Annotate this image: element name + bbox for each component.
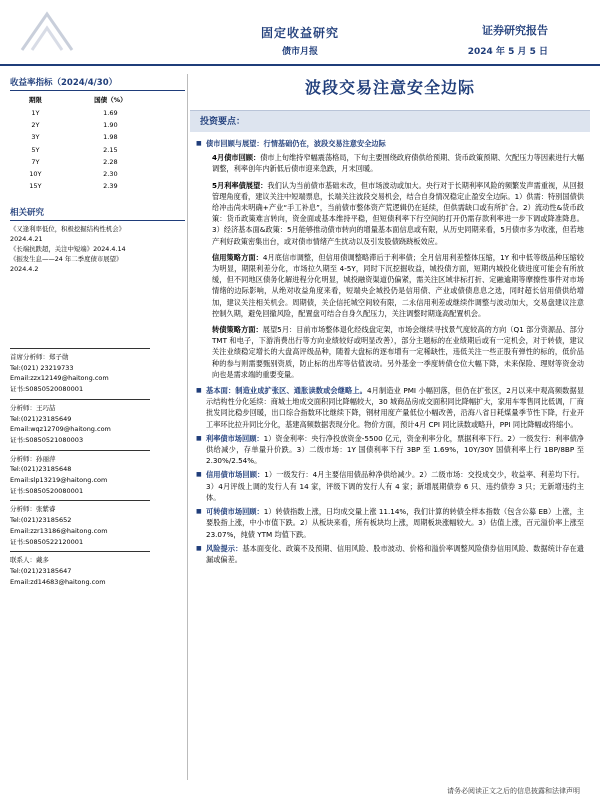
analyst-tel: Tel:(021)23185647: [10, 566, 72, 575]
summary-bullet: [196, 543, 584, 565]
bullet-heading: 可转债市场回顾：: [206, 507, 264, 517]
report-header: [0, 0, 600, 68]
analyst-name: 首席分析师：郑子勋: [10, 353, 69, 361]
related-research-title: 相关研究: [10, 206, 185, 221]
table-row: [14, 180, 164, 192]
analyst-name: 分析师：张紫睿: [10, 505, 56, 514]
term-cell: 5Y: [31, 145, 40, 154]
report-subtitle: 债市月报: [281, 47, 318, 57]
analyst-name: 分析师：王巧喆: [10, 403, 56, 412]
yield-cell: 1.69: [103, 109, 118, 118]
yield-table-title: 收益率指标（2024/4/30）: [10, 76, 185, 91]
yield-cell: 2.39: [103, 182, 118, 191]
analyst-cert: 证书:S0850520080001: [10, 486, 84, 495]
related-report-link[interactable]: 《长端抗跌超，关注中短端》2024.4.14: [10, 245, 126, 254]
report-date: 2024 年 5 月 5 日: [467, 47, 548, 57]
main-content: [190, 76, 590, 568]
bullet-text: 基本面变化、政策不及预期、信用风险、股市波动、价格和溢价率调整风险债券信用风险、数据统计存在遗漏或偏差。: [206, 543, 584, 564]
table-row: [14, 119, 164, 131]
report-type: 证券研究报告: [482, 24, 548, 37]
analyst-tel: Tel:(021)23185648: [10, 465, 72, 474]
analyst-tel: Tel:(021)23185652: [10, 516, 72, 525]
table-row: [14, 168, 164, 180]
sidebar: [10, 76, 185, 274]
bullet-heading: 债市回顾与展望：行情基础仍在，波段交易注意安全边际: [206, 139, 386, 148]
related-report-link[interactable]: 《振发生息——24 年二季度债市展望》: [10, 255, 123, 264]
analyst-card: [10, 399, 150, 446]
related-report-date: 2024.4.21: [10, 235, 43, 244]
yield-cell: 2.15: [103, 145, 118, 154]
analyst-name: 分析师：孙丽萍: [10, 454, 56, 463]
analyst-name: 联系人：戴多: [10, 556, 49, 565]
analyst-card: [10, 450, 150, 497]
paragraph-text: 我们认为当前债市基础未改，但市场波动或加大。央行对于长期利率风险的频繁发声需重视，从回报管理角度看，建议关注中短端票息，长端关注波段交易机会，结合自身情况稳定止盈安全边际。1）供需：特别国债供给冲击尚未明确+产业“手工补息”，当前债市整体资产荒逻辑仍在延续，但供需缺口或有所扩合。2）流动性&货币政策：货币政策难言转向，资金面或基本维持平稳，但短债利率下行空间的打开仍需存款利率进一步下调或降准降息。3）经济基本面&政策：5月能够推动债市转向的增量基本面信息或有限，从历史同期来看，5月债市多为收涨，但若地产利好政策密集出台，或对债市情绪产生扰动以及引发股债跷跷板效应。: [212, 180, 584, 246]
analyst-email[interactable]: Email:wqz12709@haitong.com: [10, 425, 111, 434]
paragraph: [212, 324, 584, 380]
table-row: [14, 156, 164, 168]
report-title: 波段交易注意安全边际: [304, 78, 475, 97]
yield-table-header: 国债（%）: [94, 96, 127, 104]
bullet-text: 4月制造业 PMI 小幅回落，但仍在扩张区，2月以来中观高频数据显示结构性分化延续：商城土地成交面积同比降幅较大，30 城商品房成交面积同比降幅扩大，家用车零售同比低调，厂商批发同比稳步回暖，出口综合指数环比继续下降，钢材用度产量低位小幅改善，沿海八省日耗煤量季节性下降，行业开工率环比拉升同比分化，基建高频数据表现分化。物价方面，预计4月 CPI 同比读数或略升，PPI 同比降幅或将缩小。: [206, 386, 584, 429]
summary-bullet: [196, 506, 584, 540]
header-divider: [0, 64, 600, 66]
paragraph-text: 4月底信市调整，但信用债调整略滞后于利率债；全月信用利差整体压缩，1Y 和中低等级品种压缩较为明显，期限利差分化，市场拉久期至 4-5Y，同时下沉挖掘收益，城投债方面，短期内城投化债进度可能会有所放缓，但不同地区债务化解进程分化明显，城投融资渠道仍偏紧，需关注区域非标打折、定融逾期等摩擦性事件对市场情绪的边际影响，从绝对收益角度来看，短端央企城投仍是信用债、产业或债债息息之选，同时超长信用债供给增加，建议关注相关机会。周期债，关企信托城空间较有限，二永信用利差或继续作调整与波动加大，交易盘建议注意控制久期，避免回撤风险，配置盘可结合自身久配压力，关注调整时期逢高配置机会。: [212, 252, 584, 318]
report-body: [190, 132, 590, 565]
analyst-cert: 证书:S0850520080001: [10, 385, 84, 394]
analyst-tel: Tel:(021) 23219733: [10, 363, 74, 372]
summary-bullet: [196, 469, 584, 503]
paragraph-lead: 5月利率债展望：: [212, 180, 268, 190]
summary-bullet: [196, 385, 584, 430]
analyst-email[interactable]: Email:zzx12149@haitong.com: [10, 374, 109, 383]
yield-cell: 2.28: [103, 157, 118, 166]
table-row: [14, 131, 164, 143]
bullet-text: 1）一级发行：4月主要信用债品种净供给减少。2）二级市场：交投成交少，收益率、利差均下行。3）4月评级上调的发行人有 14 家，评级下调的发行人有 4 家；新增展期债券 6 只、违约债券 3 只；无新增违约主体。: [206, 470, 584, 502]
section-bar-label: 投资要点：: [200, 117, 246, 127]
paragraph: [212, 252, 584, 319]
analyst-email[interactable]: Email:slp13219@haitong.com: [10, 476, 108, 485]
report-category: 固定收益研究: [260, 26, 339, 40]
paragraph: [212, 152, 584, 174]
analyst-list: [10, 348, 150, 591]
yield-table-header: 期限: [28, 96, 42, 104]
bullet-text: 1）转债指数上涨，日均成交量上涨 11.14%，我们计算的转债全样本指数（包含公募 EB）上涨，主要股指上涨，中小市值下跌。2）从板块来看，所有板块均上涨，周期板块涨幅较大。3）估值上涨，百元溢价率上涨至 23.07%，纯债 YTM 均值下跌。: [206, 507, 584, 539]
term-cell: 2Y: [31, 121, 40, 130]
analyst-card: [10, 500, 150, 547]
analyst-email[interactable]: Email:zzr13186@haitong.com: [10, 526, 108, 535]
paragraph-text: 债市上旬维持窄幅震荡格局，下旬主要围绕政府债供给预期、货币政策预期、欠配压力等因素进行大幅调整，利率创年内新低后债市迎来急跌，月末回暖。: [212, 153, 584, 174]
term-cell: 15Y: [29, 182, 42, 191]
disclaimer-footer: 请务必阅读正文之后的信息披露和法律声明: [447, 787, 580, 795]
yield-cell: 1.90: [103, 121, 118, 130]
paragraph: [212, 180, 584, 247]
bullet-heading: 信用债市场回顾：: [206, 470, 265, 480]
yield-cell: 2.30: [103, 170, 118, 179]
analyst-card: [10, 551, 150, 587]
analyst-card: [10, 348, 150, 395]
bullet-heading: 利率债市场回顾：: [206, 433, 264, 443]
paragraph-lead: 4月债市回顾：: [212, 153, 261, 163]
related-report-link[interactable]: 《又逢利率低位，积极挖掘结构性机会》: [10, 225, 126, 234]
term-cell: 7Y: [31, 157, 40, 166]
yield-table: [14, 94, 164, 192]
yield-cell: 1.98: [103, 133, 118, 142]
bullet-text: 1）资金利率：央行净投放资金-5500 亿元，资金利率分化，票据利率下行。2）一级发行：利率债净供给减少，存单量升价跌。3）二级市场：1Y 国债利率下行 3BP 至 1.69%，10Y/30Y 国债利率上行 1BP/8BP 至 2.30%/2.54%。: [206, 433, 584, 466]
table-row: [14, 107, 164, 119]
paragraph-lead: 信用策略方面：: [212, 252, 263, 262]
summary-bullet: [196, 433, 584, 467]
analyst-cert: 证书:S0850521080003: [10, 435, 84, 444]
related-research: [10, 206, 185, 274]
term-cell: 3Y: [31, 133, 40, 142]
analyst-tel: Tel:(021)23185649: [10, 414, 72, 423]
summary-bullet: [196, 138, 584, 149]
term-cell: 1Y: [31, 109, 40, 118]
related-report-date: 2024.4.2: [10, 265, 39, 274]
term-cell: 10Y: [29, 170, 42, 179]
column-divider: [187, 74, 188, 780]
section-bar: [190, 110, 590, 132]
bullet-heading: 基本面：制造业成扩张区、通胀读数或会继略上。: [206, 386, 367, 396]
table-row: [14, 144, 164, 156]
analyst-cert: 证书:S0850522120001: [10, 537, 84, 546]
paragraph-lead: 转债策略方面：: [212, 325, 263, 335]
analyst-email[interactable]: Email:zd14683@haitong.com: [10, 577, 106, 586]
paragraph-text: 展望5月：目前市场整体退化经线盘定架，市场会继续寻找景气度较高的方向（Q1 部分资源品、部分 TMT 和电子，下游消费出行等方向业绩较好或明显改善），部分主题标的在业绩期后或有一定机会，对于转债，建议关注业绩稳定增长的大盘高评级品种，随着大盘标的逐布增有一定稀缺性，违低关注一些正股有弹性的标的，低价品种的参与则需要甄别资质，防止标的出库等估值波动。另外基金一季度转债仓位大幅下降，未来保险、理财等资金动向也是需求端的重要变量。: [212, 325, 584, 379]
bullet-heading: 风险提示：: [206, 543, 243, 553]
